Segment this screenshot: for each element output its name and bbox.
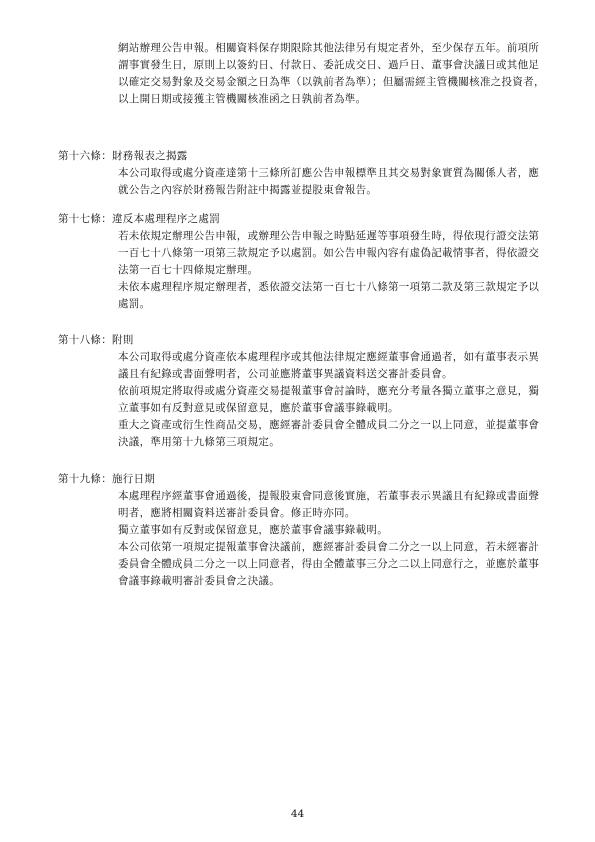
page-number: 44 — [290, 808, 305, 820]
article-18-paragraph-2: 依前項規定將取得或處分資產交易提報董事會討論時，應充分考量各獨立董事之意見，獨立董事如有反對意見或保留意見，應於董事會議事錄載明。 — [118, 385, 540, 414]
article-17-heading: 第十七條：違反本處理程序之處罰 — [58, 213, 220, 225]
article-19-paragraph-3: 本公司依第一項規定提報董事會決議前，應經審計委員會二分之一以上同意，若未經審計委員會全體成員二分之一以上同意者，得由全體董事三分之二以上同意行之，並應於董事會議事錄載明審計委員會之決議。 — [118, 541, 540, 587]
article-16-paragraph-1: 本公司取得或處分資產達第十三條所訂應公告申報標準且其交易對象實質為關係人者，應就公告之內容於財務報告附註中揭露並提股東會報告。 — [118, 167, 540, 196]
article-17-paragraph-2: 未依本處理程序規定辦理者，悉依證交法第一百七十八條第一項第二款及第三款規定予以處罰。 — [118, 281, 540, 310]
article-19-paragraph-1: 本處理程序經董事會通過後，提報股東會同意後實施，若董事表示異議且有紀錄或書面聲明者，應將相關資料送審計委員會。修正時亦同。 — [118, 490, 540, 519]
article-17-paragraph-1: 若未依規定辦理公告申報，或辦理公告申報之時點延遲等事項發生時，得依現行證交法第一百七十八條第一項第三款規定予以處罰。如公告申報內容有虛偽記載情事者，得依證交法第一百七十四條規定辦理。 — [118, 230, 540, 276]
article-19-heading: 第十九條：施行日期 — [58, 473, 156, 485]
article-18-paragraph-1: 本公司取得或處分資產依本處理程序或其他法律規定應經董事會通過者，如有董事表示異議且有紀錄或書面聲明者，公司並應將董事異議資料送交審計委員會。 — [118, 351, 540, 380]
intro-paragraph: 網站辦理公告申報。相關資料保存期限除其他法律另有規定者外，至少保存五年。前項所謂事實發生日，原則上以簽約日、付款日、委託成交日、過戶日、董事會決議日或其他足以確定交易對象及交易金額之日為準（以孰前者為準）；但屬需經主管機關核准之投資者，以上開日期或接獲主管機關核准函之日孰前者為準。 — [118, 42, 545, 105]
article-18-paragraph-3: 重大之資產或衍生性商品交易，應經審計委員會全體成員二分之一以上同意，並提董事會決議，準用第十九條第三項規定。 — [118, 419, 540, 448]
article-18-heading: 第十八條：附則 — [58, 334, 134, 346]
article-19-paragraph-2: 獨立董事如有反對或保留意見，應於董事會議事錄載明。 — [118, 524, 388, 536]
article-16-heading: 第十六條：財務報表之揭露 — [58, 150, 188, 162]
